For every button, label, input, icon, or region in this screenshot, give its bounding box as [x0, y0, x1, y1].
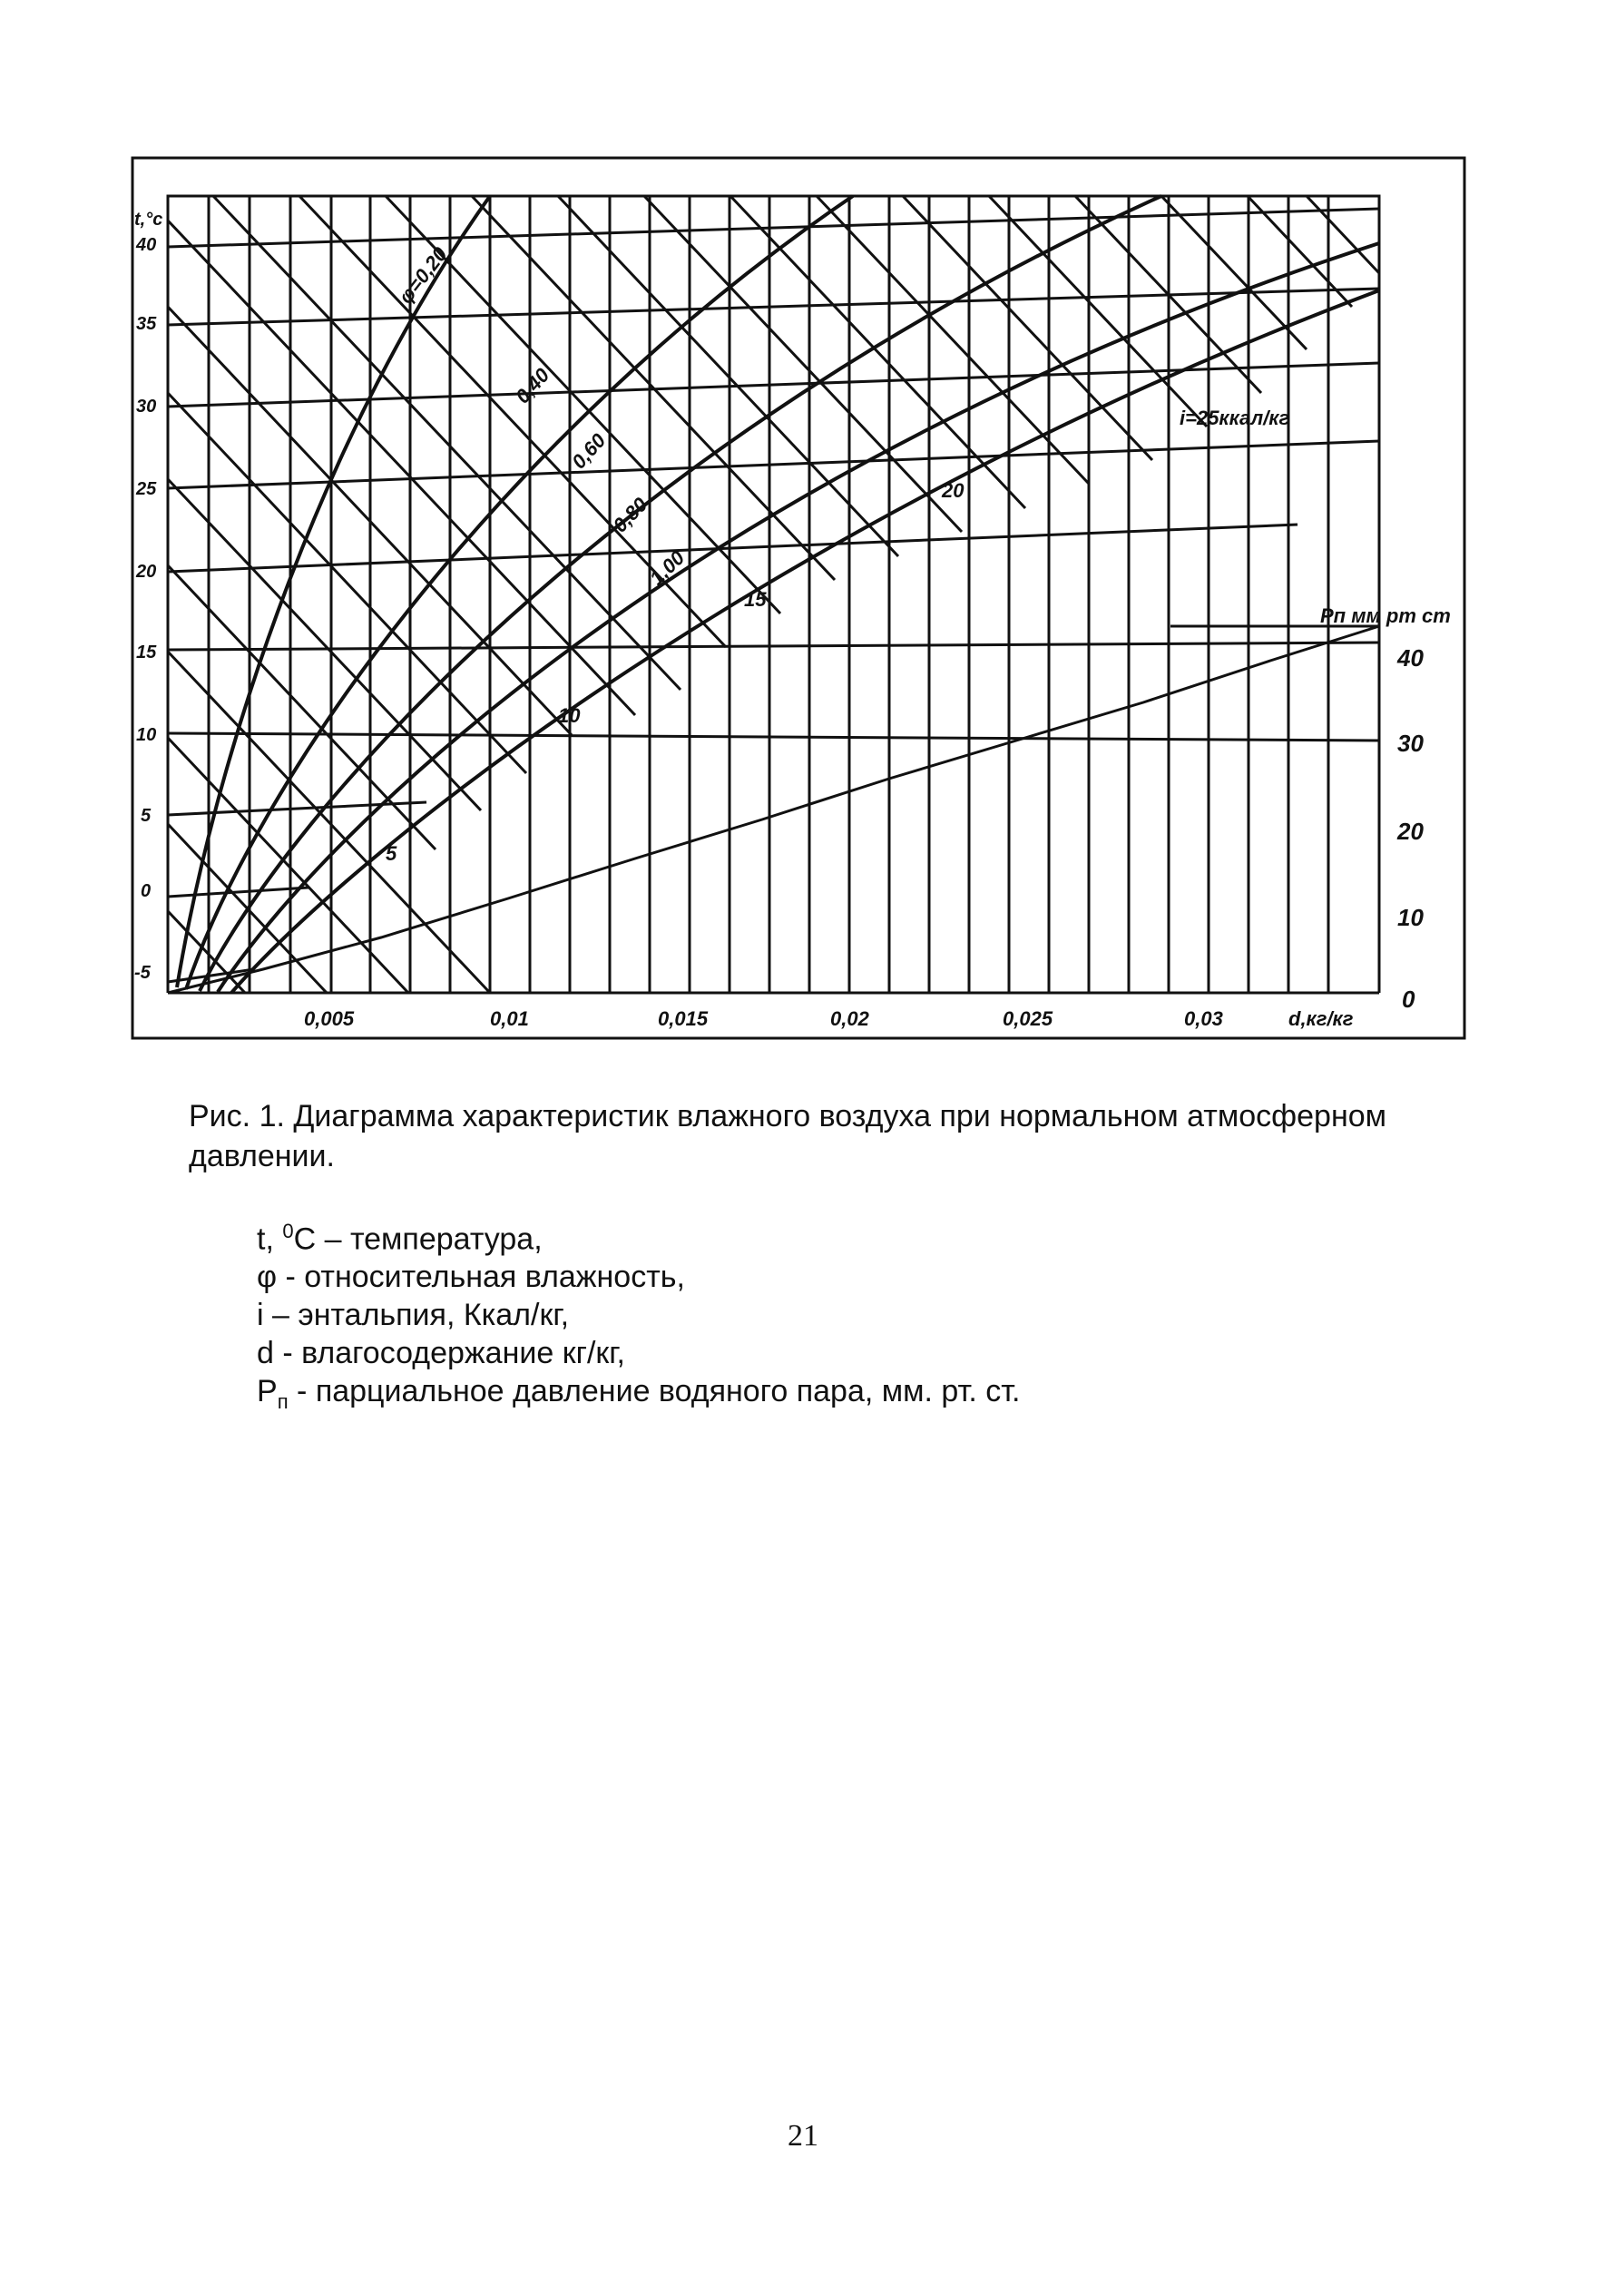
t-tick: 40 — [136, 235, 157, 255]
page-number: 21 — [788, 2119, 818, 2153]
d-tick: 0,01 — [490, 1007, 529, 1030]
phi-label: 0,80 — [608, 493, 652, 537]
phi-labels — [394, 242, 690, 590]
d-tick: 0,02 — [830, 1007, 869, 1030]
t-tick: 0 — [141, 881, 152, 901]
p-axis-labels — [1320, 604, 1451, 1013]
d-tick: 0,005 — [304, 1007, 355, 1030]
t-tick: 35 — [136, 314, 157, 334]
d-tick: 0,03 — [1184, 1007, 1223, 1030]
legend-item-p: $P_п$ - парциальное давление водяного пара, мм. рт. ст. — [257, 1374, 1021, 1414]
caption-text: Рис. 1. Диаграмма характеристик влажного воздуха при нормальном атмосферном давлении. — [189, 1099, 1387, 1173]
phi-label: φ=0,20 — [394, 242, 452, 309]
phi-curve-020 — [177, 196, 490, 987]
d-tick: 0,015 — [658, 1007, 709, 1030]
p-tick: 30 — [1397, 730, 1424, 757]
t-tick: 5 — [141, 806, 152, 826]
chart-frame — [168, 196, 1379, 993]
i-label: 10 — [558, 704, 581, 727]
psychrometric-diagram — [127, 152, 1470, 1048]
t-tick: 10 — [136, 725, 157, 745]
d-tick: 0,025 — [1003, 1007, 1053, 1030]
p-tick: 20 — [1397, 818, 1424, 845]
phi-label: 1,00 — [645, 545, 690, 590]
d-axis-unit: d,кг/кг — [1288, 1007, 1354, 1030]
i-label: 5 — [386, 842, 397, 865]
legend-item-phi: φ - относительная влажность, — [257, 1260, 685, 1295]
legend-item-i: i – энтальпия, Ккал/кг, — [257, 1298, 570, 1333]
i-label: 20 — [942, 479, 965, 502]
legend-item-d: d - влагосодержание кг/кг, — [257, 1336, 625, 1371]
i-label: 15 — [744, 588, 767, 611]
p-tick: 10 — [1397, 904, 1424, 931]
phi-label: 0,40 — [511, 363, 554, 408]
p-tick: 40 — [1397, 644, 1424, 672]
p-tick: 0 — [1402, 986, 1415, 1013]
t-tick: -5 — [134, 963, 151, 983]
t-tick: 25 — [136, 479, 157, 499]
t-tick: 30 — [136, 397, 157, 417]
d-axis-labels — [304, 1007, 1354, 1030]
p-axis-title: Pп мм рт ст — [1320, 604, 1451, 627]
t-tick: 15 — [136, 643, 157, 662]
t-axis-title: t,°c — [134, 210, 163, 230]
t-tick: 20 — [136, 562, 157, 582]
i-label: i=25ккал/кг — [1180, 407, 1290, 429]
partial-pressure-line — [168, 626, 1379, 993]
symbol-legend — [257, 1212, 1346, 1421]
legend-item-t: t, $^0$C – температура, — [257, 1220, 543, 1257]
t-axis-labels — [134, 210, 162, 983]
phi-label: 0,60 — [567, 428, 611, 474]
enthalpy-lines — [168, 196, 1379, 993]
figure-caption — [189, 1096, 1459, 1176]
